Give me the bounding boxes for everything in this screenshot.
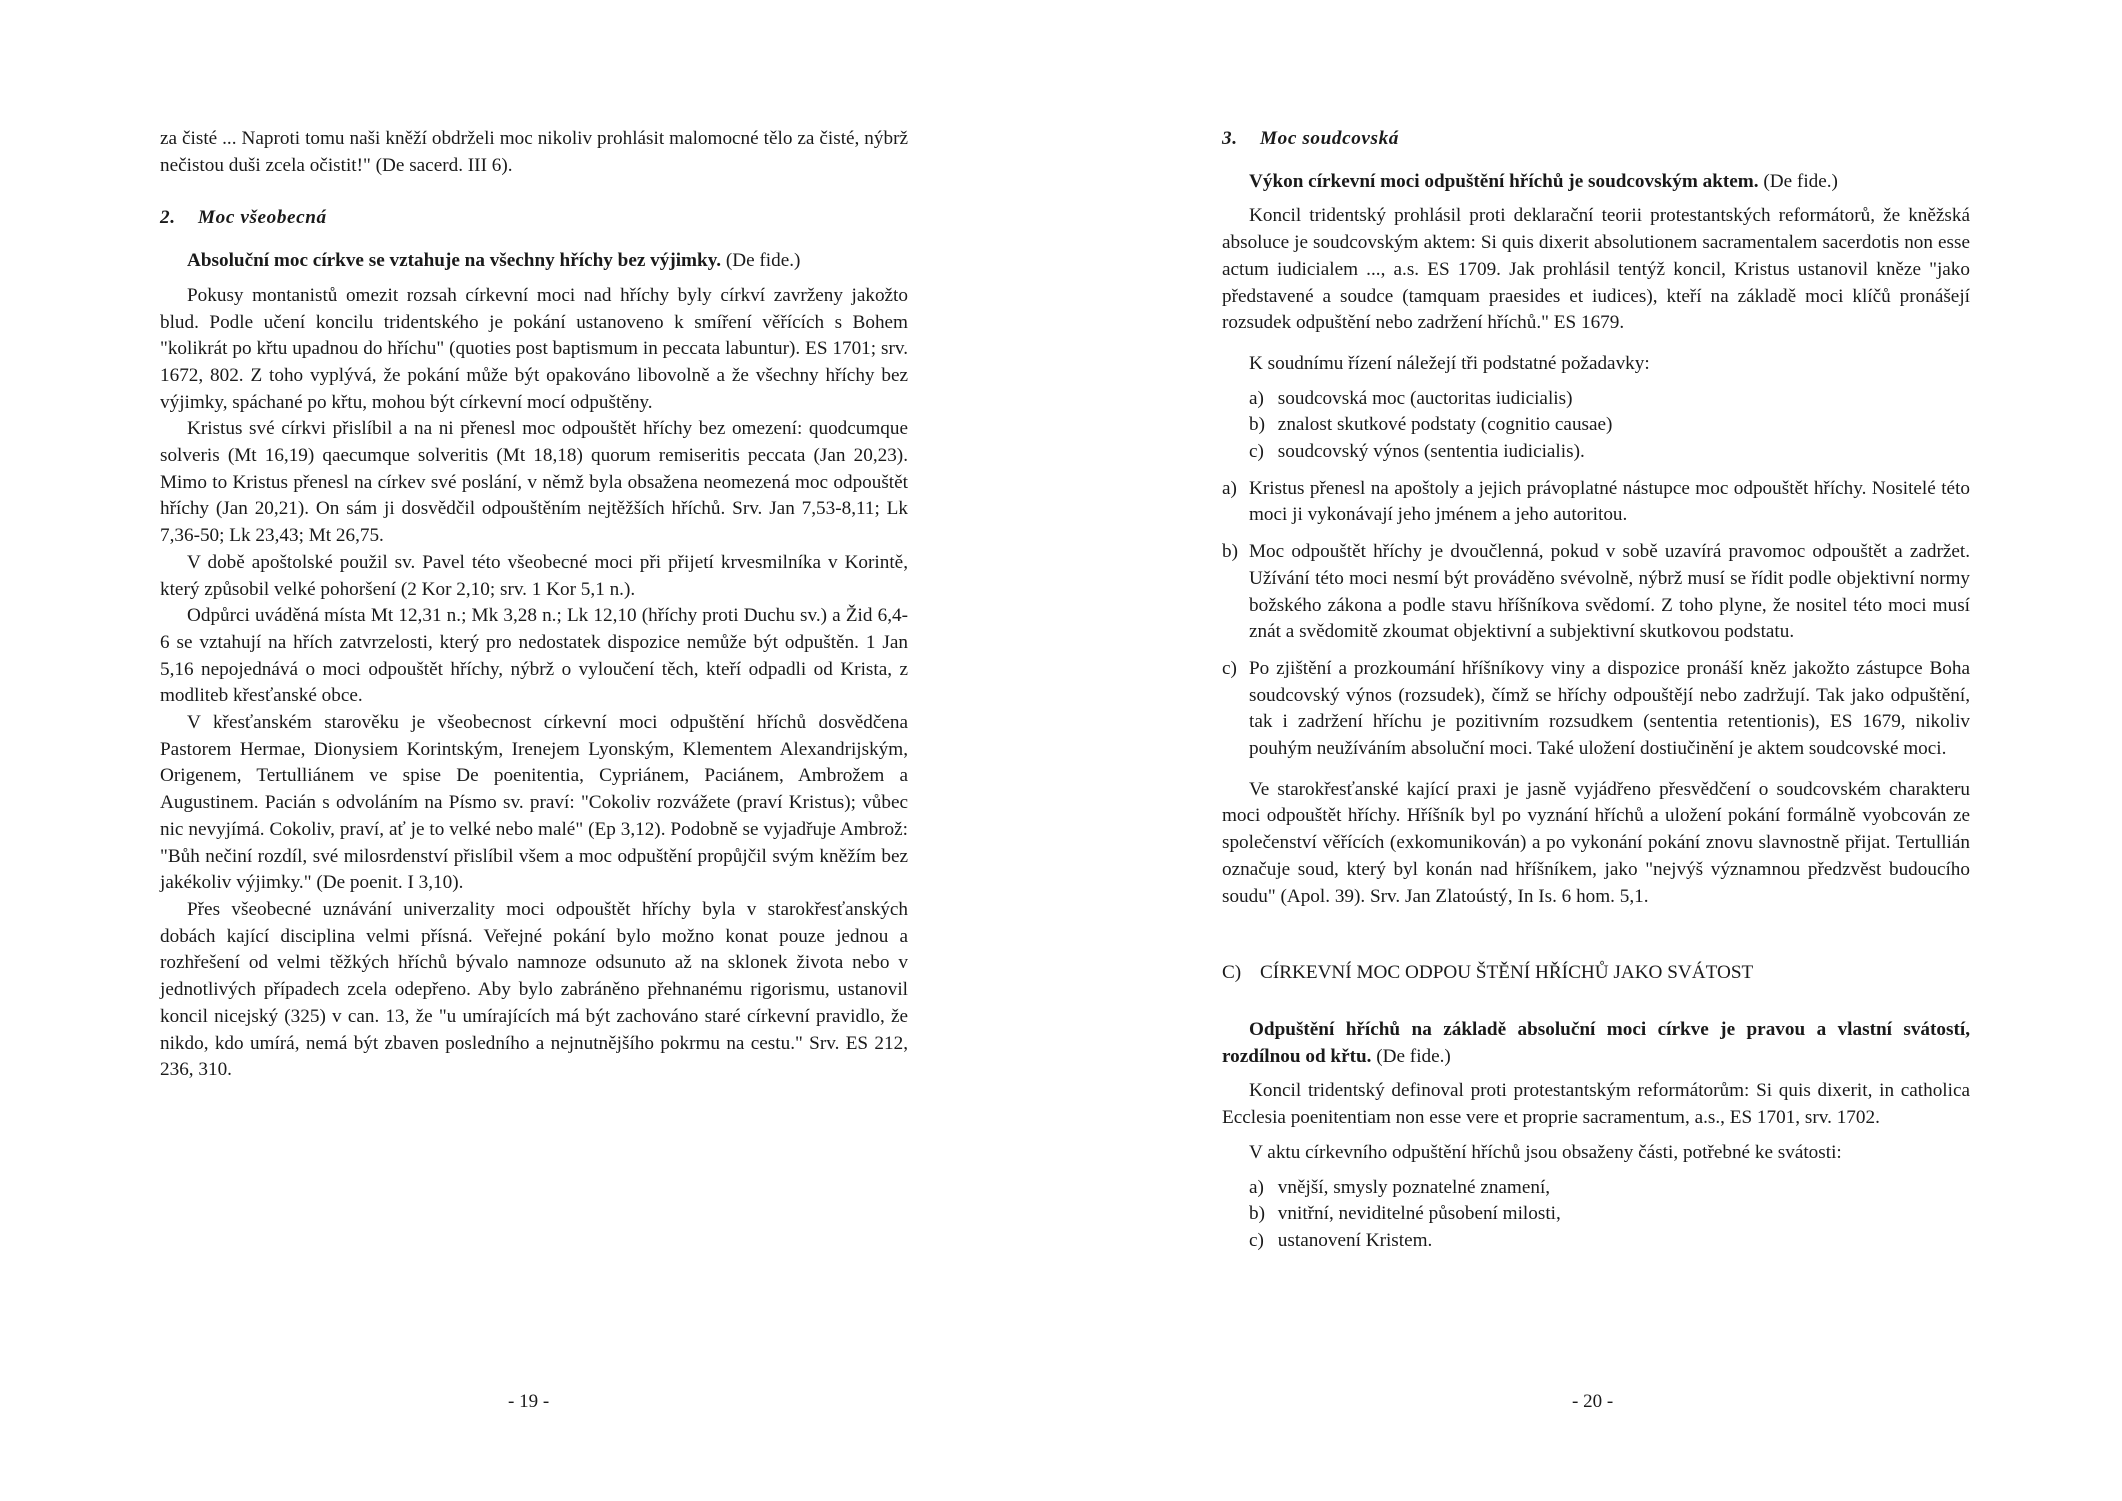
body-paragraph: Koncil tridentský definoval proti protestantským reformátorům: Si quis dixerit, in catholica Ecclesia poenitentiam non esse vere et proprie sacramentum, a.s., ES 1701, srv. 1702. [1222,1080,1970,1129]
list-item [1222,412,1970,439]
body-paragraph: V době apoštolské použil sv. Pavel této všeobecné moci při přijetí krvesmilníka v Korintě, který způsobil velké pohoršení (2 Kor 2,10; srv. 1 Kor 5,1 n.). [160,551,908,600]
list-item [1222,476,1970,529]
list-label: b) [1222,541,1238,563]
list-label: b) [1249,1203,1265,1225]
list-label: c) [1222,657,1237,679]
thesis-note: (De fide.) [1376,1045,1451,1067]
list-label: c) [1249,441,1264,463]
list-label: a) [1222,477,1237,499]
list-text: vnitřní, neviditelné působení milosti, [1277,1203,1561,1225]
parts-intro: V aktu církevního odpuštění hříchů jsou obsaženy části, potřebné ke svátosti: [1249,1141,1842,1163]
body-paragraph: Ve starokřesťanské kající praxi je jasně vyjádřeno přesvědčení o soudcovském charakteru moci odpouštět hříchy. Hříšník byl po vyznání hříchů a uložení pokání formálně vyobcován ze společenství věřících (exkomunikován) a po vykonání pokání znovu slavnostně přijat. Tertullián označuje soud, který byl konán nad hříšníkem, jako "nejvýš významnou předzvěst budoucího soudu" (Apol. 39). Srv. Jan Zlatoústý, In Is. 6 hom. 5,1. [1222,778,1970,907]
section-number: C) [1222,962,1242,984]
body-paragraph: V křesťanském starověku je všeobecnost církevní moci odpuštění hříchů dosvědčena Pastorem Hermae, Dionysiem Korintským, Irenejem Lyonským, Klementem Alexandrijským, Origenem, Tertulliánem ve spise De poenitentia, Cypriánem, Paciánem, Ambrožem a Augustinem. Pacián s odvoláním na Písmo sv. praví: "Cokoliv rozvážete (praví Kristus); vůbec nic nevyjímá. Cokoliv, praví, ať je to velké nebo malé" (Ep 3,12). Podobně se vyjadřuje Ambrož: "Bůh nečiní rozdíl, své milosrdenství přislíbil všem a moc odpuštění propůjčil svým kněžím bez jakékoliv výjimky." (De poenit. I 3,10). [160,712,908,894]
body-paragraph: Pokusy montanistů omezit rozsah církevní moci nad hříchy byly církví zavrženy jakožto blud. Podle učení koncilu tridentského je pokání ustanoveno k smíření věřících s Bohem "kolikrát po křtu upadnou do hříchu" (quoties post baptismum in peccata labuntur). ES 1701; srv. 1672, 802. Z toho vyplývá, že pokání může být opakováno libovolně a že všechny hříchy bez výjimky, spáchané po křtu, mohou být církevní mocí odpuštěny. [160,284,908,413]
section-number: 2. [160,207,176,229]
list-item [1222,539,1970,646]
list-item [1222,439,1970,466]
list-item [1222,1175,1970,1202]
requirements-list [1222,386,1970,466]
list-label: a) [1249,1176,1264,1198]
list-item [1222,656,1970,763]
section-title: Moc soudcovská [1260,128,1399,149]
section-title: CÍRKEVNÍ MOC ODPOU ŠTĚNÍ HŘÍCHŮ JAKO SVÁTOST [1260,962,1754,984]
thesis-note: (De fide.) [725,250,801,272]
thesis-statement [1222,1017,1970,1070]
requirements-intro: K soudnímu řízení náležejí tři podstatné požadavky: [1249,352,1650,374]
list-label: a) [1249,387,1264,409]
parts-list [1222,1175,1970,1255]
list-text: Po zjištění a prozkoumání hříšníkovy viny a dispozice pronáší kněz jakožto zástupce Boha soudcovský výnos (rozsudek), čímž se hříchy odpouštějí nebo zadržují. Tak jako odpuštění, tak i zadržení hříchu je pozitivním rozsudkem (sententia retentionis), ES 1679, nikoliv pouhým neužíváním absoluční moci. Také uložení dostiučinění je aktem soudcovské moci. [1249,657,1970,760]
list-item [1222,386,1970,413]
list-text: soudcovský výnos (sententia iudicialis). [1277,441,1585,463]
thesis-statement [160,248,908,275]
section-heading-2 [160,205,908,232]
section-heading-3 [1222,126,1970,153]
left-page [160,126,908,1084]
list-label: c) [1249,1229,1264,1251]
list-text: ustanovení Kristem. [1277,1229,1433,1251]
thesis-statement [1222,169,1970,196]
thesis-note: (De fide.) [1763,170,1838,192]
body-paragraph: Koncil tridentský prohlásil proti deklarační teorii protestantských reformátorů, že kněžská absoluce je soudcovským aktem: Si quis dixerit absolutionem sacramentalem sacerdotis non esse actum iudicialem ..., a.s. ES 1709. Jak prohlásil tentýž koncil, Kristus ustanovil kněze "jako představené a soudce (tamquam praesides et iudices), kteří na základě moci klíčů pronášejí rozsudek odpuštění nebo zadržení hříchů." ES 1679. [1222,205,1970,334]
list-text: znalost skutkové podstaty (cognitio causae) [1277,414,1613,436]
list-text: vnější, smysly poznatelné znamení, [1277,1176,1551,1198]
explanations-list [1222,476,1970,763]
thesis-bold: Odpuštění hříchů na základě absoluční moci církve je pravou a vlastní svátostí, rozdílnou od křtu. [1222,1018,1970,1067]
continued-paragraph: za čisté ... Naproti tomu naši kněží obdrželi moc nikoliv prohlásit malomocné tělo za čisté, nýbrž nečistou duši zcela očistit!" (De sacerd. III 6). [160,128,908,176]
list-text: Kristus přenesl na apoštoly a jejich právoplatné nástupce moc odpouštět hříchy. Nositelé této moci ji vykonávají jeho jménem a jeho autoritou. [1249,477,1970,526]
section-title: Moc všeobecná [198,207,327,229]
body-paragraph: Přes všeobecné uznávání univerzality moci odpouštět hříchy byla v starokřesťanských dobách kající disciplina velmi přísná. Veřejné pokání bylo možno konat pouze jednou a rozhřešení od velmi těžkých hříchů bývalo namnoze odsunuto až na sklonek života nebo v jednotlivých případech zcela odepřeno. Aby bylo zabráněno přehnanému rigorismu, ustanovil koncil nicejský (325) v can. 13, že "u umírajících má být zachováno staré církevní pravidlo, že nikdo, kdo umírá, nemá být zbaven posledního a nejnutnějšího pokrmu na cestu." Srv. ES 212, 236, 310. [160,898,908,1081]
list-item [1222,1228,1970,1255]
body-paragraph: Odpůrci uváděná místa Mt 12,31 n.; Mk 3,28 n.; Lk 12,10 (hříchy proti Duchu sv.) a Žid 6,4-6 se vztahují na hřích zatvrzelosti, který pro nedostatek dispozice nemůže být odpuštěn. 1 Jan 5,16 nepojednává o moci odpouštět hříchy, nýbrž o vyloučení těch, kteří odpadli od Krista, z modliteb křesťanské obce. [160,605,908,707]
list-text: Moc odpouštět hříchy je dvoučlenná, pokud v sobě uzavírá pravomoc odpouštět a zadržet. Užívání této moci nesmí být prováděno svévolně, nýbrž musí se řídit podle objektivní normy božského zákona a podle stavu hříšníkova svědomí. Z toho plyne, že nositel této moci musí znát a svědomitě zkoumat objektivní a subjektivní skutkovou podstatu. [1249,541,1970,643]
section-number: 3. [1222,128,1238,149]
right-page [1222,126,1970,1255]
page-number-left: - 19 - [508,1391,550,1412]
list-text: soudcovská moc (auctoritas iudicialis) [1277,387,1573,409]
thesis-bold: Výkon církevní moci odpuštění hříchů je soudcovským aktem. [1249,170,1759,192]
page-number-right: - 20 - [1572,1391,1614,1412]
list-item [1222,1201,1970,1228]
body-paragraph: Kristus své církvi přislíbil a na ni přenesl moc odpouštět hříchy bez omezení: quodcumque solveris (Mt 16,19) qaecumque solveritis (Mt 18,18) quorum remiseritis peccata (Jan 20,23). Mimo to Kristus přenesl na církev své poslání, v němž byla obsažena neomezená moc odpouštět hříchy (Jan 20,21). On sám ji dosvědčil odpouštěním nejtěžších hříchů. Srv. Jan 7,53-8,11; Lk 7,36-50; Lk 23,43; Mt 26,75. [160,418,908,547]
thesis-bold: Absoluční moc církve se vztahuje na všechny hříchy bez výjimky. [187,250,722,272]
list-label: b) [1249,414,1265,436]
section-heading-c [1222,960,1970,987]
